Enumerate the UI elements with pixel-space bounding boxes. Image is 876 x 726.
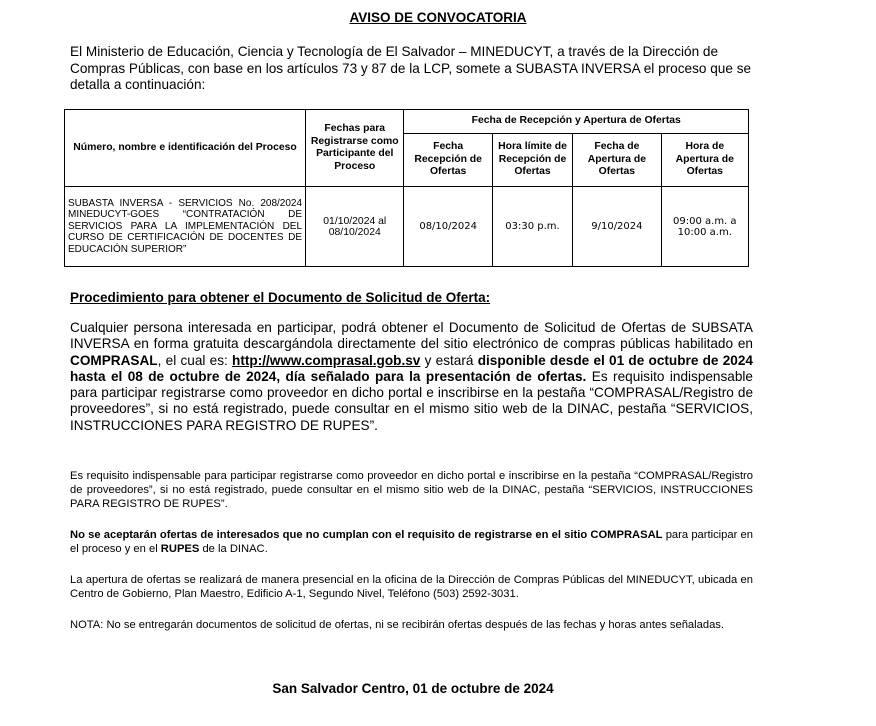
rejection-text-1: para participar en el proceso y en el xyxy=(70,529,753,555)
rejection-bold: No se aceptarán ofertas de interesados que no cumplan con el requisito de registrarse en el sitio COMPRASAL xyxy=(70,529,663,541)
requirement-paragraph: Es requisito indispensable para participar registrarse como proveedor en dicho portal e inscribirse en la pestaña “COMPRASAL/Registro de proveedores”, si no está registrado, puede consultar en el mismo sitio web de la DINAC, pestaña “SERVICIOS, INSTRUCCIONES PARA REGISTRO DE RUPES”. xyxy=(70,470,753,510)
procedure-text-1: Cualquier persona interesada en participar, podrá obtener el Documento de Solicitud de Ofertas de SUBSATA INVERSA en forma gratuita descargándola directamente del sitio electrónico de compras públicas habilitado en xyxy=(70,320,753,352)
note-paragraph: NOTA: No se entregarán documentos de solicitud de ofertas, ni se recibirán ofertas después de las fechas y horas antes señaladas. xyxy=(70,619,725,631)
header-opening-date: Fecha de Apertura de Ofertas xyxy=(573,134,661,187)
intro-paragraph: El Ministerio de Educación, Ciencia y Tecnología de El Salvador – MINEDUCYT, a través de la Dirección de Compras Públicas, con base en los artículos 73 y 87 de la LCP, somete a SUBASTA INVERSA el proceso que se detalla a continuación: xyxy=(70,44,752,92)
availability-dates: disponible desde el 01 de octubre de 2024 hasta el 08 de octubre de 2024, día señalado para la presentación de ofertas. xyxy=(70,352,753,384)
cell-reception-date: 08/10/2024 xyxy=(404,187,492,267)
rupes-label: RUPES xyxy=(160,542,200,555)
procedure-text-3: y estará xyxy=(420,352,478,368)
header-reception-group: Fecha de Recepción y Apertura de Ofertas xyxy=(404,110,749,134)
table-header-row xyxy=(65,110,749,134)
notice-heading xyxy=(0,10,876,25)
cell-register-dates: 01/10/2024 al 08/10/2024 xyxy=(306,187,404,267)
header-register-dates: Fechas para Registrarse como Participante del Proceso xyxy=(306,110,404,187)
rejection-text-2: de la DINAC. xyxy=(199,542,268,555)
rejection-paragraph xyxy=(70,529,753,557)
procedure-paragraph xyxy=(70,320,753,434)
cell-opening-date: 9/10/2024 xyxy=(573,187,661,267)
process-table xyxy=(64,109,749,267)
opening-paragraph: La apertura de ofertas se realizará de manera presencial en la oficina de la Dirección de Compras Públicas del MINEDUCYT, ubicada en Centro de Gobierno, Plan Maestro, Edificio A-1, Segundo Nivel, Teléfono (503) 2592-3031. xyxy=(70,574,753,600)
cell-opening-time: 09:00 a.m. a 10:00 a.m. xyxy=(661,187,748,267)
header-reception-date: Fecha Recepción de Ofertas xyxy=(404,134,492,187)
notice-heading-text: AVISO DE CONVOCATORIA xyxy=(349,10,527,25)
procedure-text-4: Es requisito indispensable para participar registrarse como proveedor en dicho portal e inscribirse en la pestaña “COMPRASAL/Registro de proveedores”, si no está registrado, puede consultar en el mismo sitio web de la DINAC, pestaña “SERVICIOS, INSTRUCCIONES PARA REGISTRO DE RUPES”. xyxy=(70,368,753,433)
header-process: Número, nombre e identificación del Proceso xyxy=(65,110,306,187)
comprasal-label: COMPRASAL xyxy=(70,352,158,368)
closing-date-line: San Salvador Centro, 01 de octubre de 2024 xyxy=(272,681,554,696)
cell-reception-limit: 03:30 p.m. xyxy=(492,187,572,267)
table-row xyxy=(65,187,749,267)
header-reception-limit: Hora límite de Recepción de Ofertas xyxy=(492,134,572,187)
comprasal-link[interactable]: http://www.comprasal.gob.sv xyxy=(232,352,421,368)
cell-process: SUBASTA INVERSA - SERVICIOS No. 208/2024 MINEDUCYT-GOES “CONTRATACIÓN DE SERVICIOS PARA LA IMPLEMENTACIÓN DEL CURSO DE CERTIFICACIÓN DE DOCENTES DE EDUCACIÓN SUPERIOR” xyxy=(65,187,306,267)
procedure-text-2: , el cual es: xyxy=(157,352,233,368)
procedure-title: Procedimiento para obtener el Documento de Solicitud de Oferta: xyxy=(70,290,491,305)
header-opening-time: Hora de Apertura de Ofertas xyxy=(661,134,748,187)
